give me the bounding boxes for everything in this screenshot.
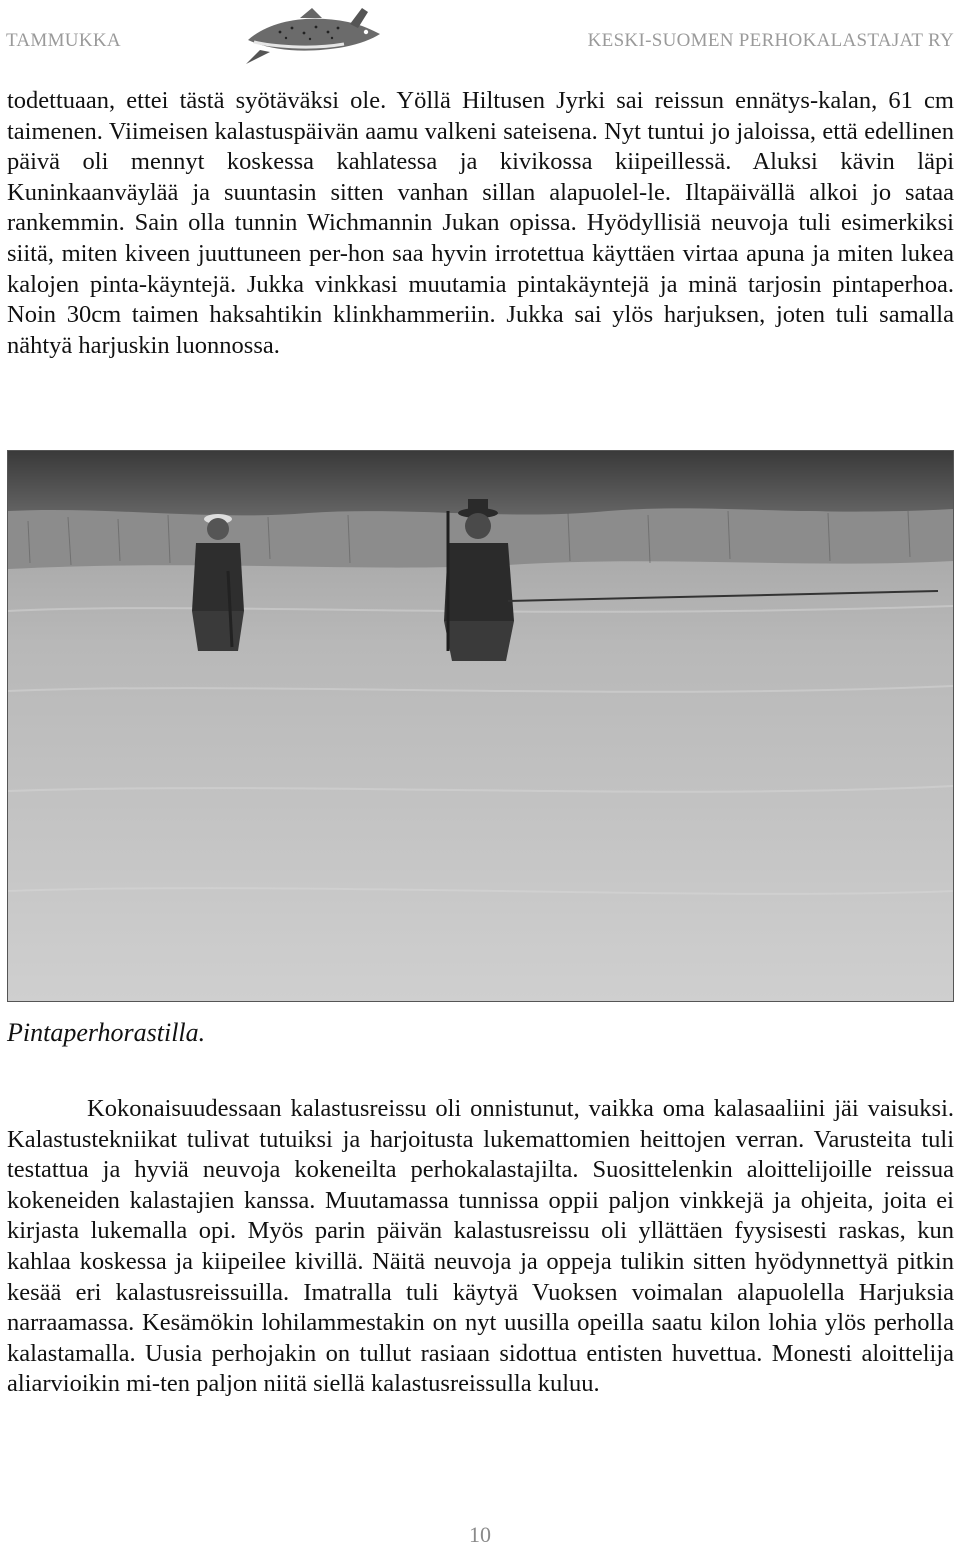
magazine-title: TAMMUKKA	[6, 30, 121, 51]
article-paragraph-1: todettuaan, ettei tästä syötäväksi ole. Yöllä Hiltusen Jyrki sai reissun ennätys-kalan, 61 cm taimenen. Viimeisen kalastuspäivän aamu valkeni sateisena. Nyt tuntui jo jaloissa, että edellinen päivä oli mennyt koskessa kahlatessa ja kivikossa kiipeillessä. Aluksi kävin läpi Kuninkaanväylää ja suuntasin sitten vanhan sillan alapuolel-le. Iltapäivällä alkoi jo sataa rankemmin. Sain olla tunnin Wichmannin Jukan opissa. Hyödyllisiä neuvoja tuli esimerkiksi siitä, miten kiveen juuttuneen per-hon saa hyvin irrotettua käyttäen virtaa apuna ja miten lukea kalojen pinta-käyntejä. Jukka vinkkasi muutamia pintakäyntejä ja minä tarjosin pintaperhoa. Noin 30cm taimen haksahtikin klinkhammeriin. Jukka sai ylös harjuksen, joten tuli samalla nähtyä harjuskin luonnossa.	[7, 87, 954, 359]
trout-fish-icon	[240, 6, 390, 66]
page-header	[0, 0, 960, 80]
fly-fishing-photo	[7, 450, 954, 1002]
page-number: 10	[469, 1522, 491, 1547]
association-name: KESKI-SUOMEN PERHOKALASTAJAT RY	[587, 30, 954, 51]
photo-illustration	[8, 451, 953, 1001]
article-paragraph-2: Kokonaisuudessaan kalastusreissu oli onnistunut, vaikka oma kalasaaliini jäi vaisuksi. Kalastustekniikat tulivat tutuiksi ja harjoitusta lukemattomien heittojen verran. Varusteita tuli testattua ja hyviä neuvoja kokeneilta perhokalastajilta. Suosittelenkin aloittelijoille reissua kokeneiden kalastajien kanssa. Muutamassa tunnissa oppii paljon vinkkejä ja ohjeita, joita ei kirjasta lukemalla opi. Myös parin päivän kalastusreissu oli yllättäen fyysisesti raskas, kun kahlaa koskessa ja kiipeilee kivillä. Näitä neuvoja ja oppeja tulikin sitten hyödynnettyä pitkin kesää eri kalastusreissuilla. Imatralla tuli käytyä Vuoksen voimalan alapuolella Harjuksia narraamassa. Kesämökin lohilammestakin on nyt uusilla opeilla saatu kilon lohia ylös perholla kalastamalla. Uusia perhojakin on tullut rasiaan sidottua entisten huvettua. Monesti aloittelija aliarvioikin mi-ten paljon niitä siellä kalastusreissulla kuluu.	[7, 1095, 954, 1398]
photo-caption: Pintaperhorastilla.	[7, 1018, 206, 1047]
